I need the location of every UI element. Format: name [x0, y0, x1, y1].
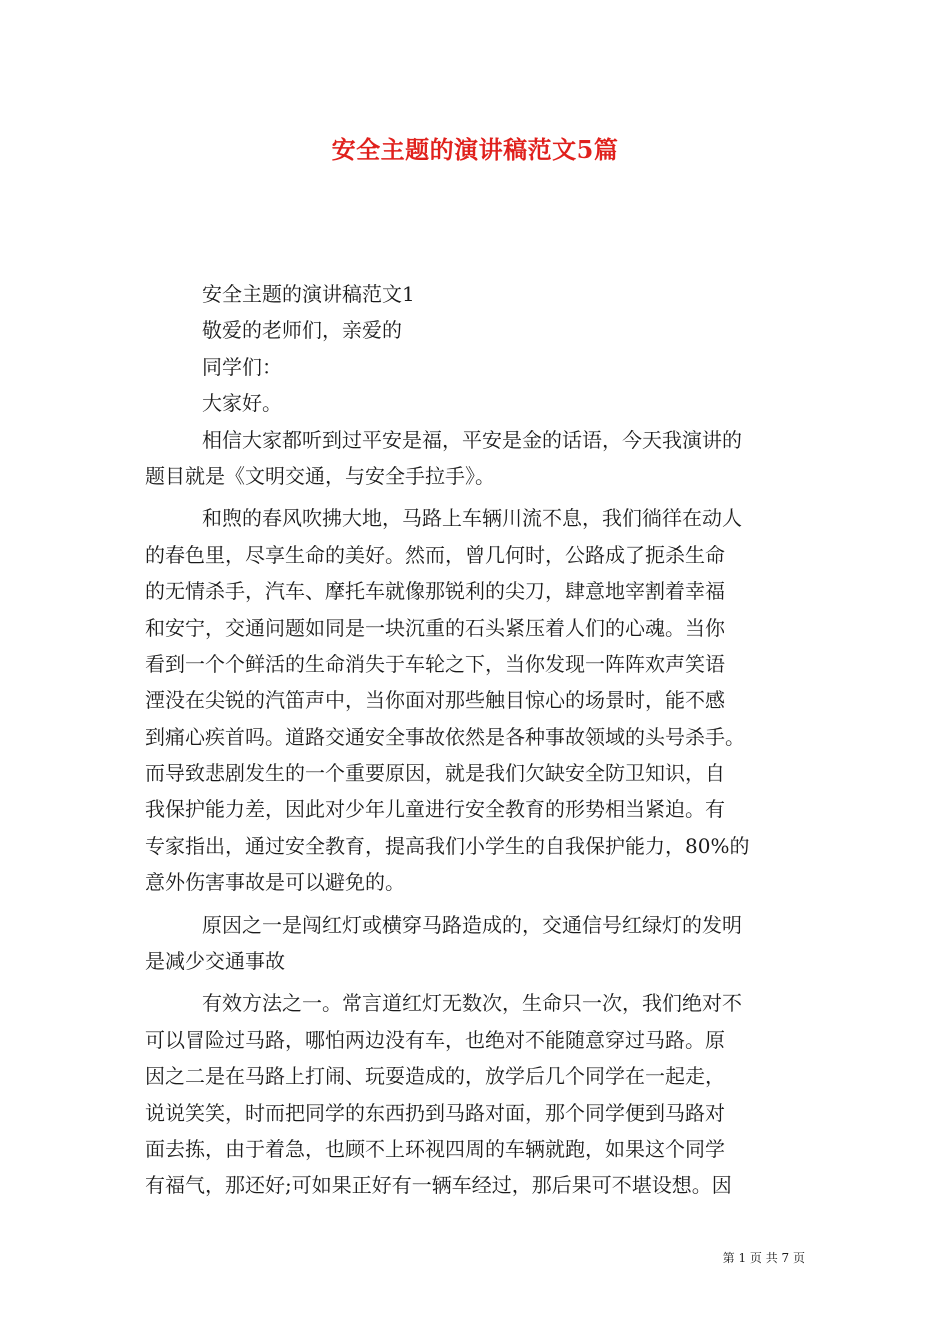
paragraph-line: 是减少交通事故: [145, 949, 285, 974]
paragraph-line: 原因之一是闯红灯或横穿马路造成的，交通信号红绿灯的发明: [202, 912, 742, 937]
document-title: 安全主题的演讲稿范文5篇: [331, 135, 619, 164]
paragraph-line: 我保护能力差，因此对少年儿童进行安全教育的形势相当紧迫。有: [145, 797, 725, 822]
paragraph-line: 题目就是《文明交通，与安全手拉手》。: [145, 463, 495, 488]
paragraph-line: 看到一个个鲜活的生命消失于车轮之下，当你发现一阵阵欢声笑语: [145, 651, 725, 676]
paragraph-line: 有效方法之一。常言道红灯无数次，生命只一次，我们绝对不: [202, 991, 742, 1016]
paragraph-line: 的无情杀手，汽车、摩托车就像那锐利的尖刀，肆意地宰割着幸福: [145, 579, 725, 604]
paragraph-line: 面去拣，由于着急，也顾不上环视四周的车辆就跑，如果这个同学: [145, 1136, 725, 1161]
paragraph-line: 意外伤害事故是可以避免的。: [145, 870, 405, 895]
paragraph-line: 可以冒险过马路，哪怕两边没有车，也绝对不能随意穿过马路。原: [145, 1027, 725, 1052]
paragraph-line: 同学们：: [202, 354, 282, 379]
paragraph-line: 的春色里，尽享生命的美好。然而，曾几何时，公路成了扼杀生命: [145, 542, 725, 567]
paragraph-line: 安全主题的演讲稿范文1: [202, 282, 415, 306]
paragraph-line: 因之二是在马路上打闹、玩耍造成的，放学后几个同学在一起走，: [145, 1064, 725, 1089]
paragraph-line: 和煦的春风吹拂大地，马路上车辆川流不息，我们徜徉在动人: [202, 506, 742, 531]
paragraph-line: 敬爱的老师们，亲爱的: [202, 318, 402, 343]
paragraph-line: 专家指出，通过安全教育，提高我们小学生的自我保护能力，80%的: [145, 833, 750, 858]
paragraph-line: 湮没在尖锐的汽笛声中，当你面对那些触目惊心的场景时，能不感: [145, 688, 725, 713]
paragraph-line: 说说笑笑，时而把同学的东西扔到马路对面，那个同学便到马路对: [145, 1100, 725, 1125]
paragraph-line: 而导致悲剧发生的一个重要原因，就是我们欠缺安全防卫知识，自: [145, 761, 725, 786]
paragraph-line: 大家好。: [202, 391, 282, 416]
paragraph-line: 和安宁，交通问题如同是一块沉重的石头紧压着人们的心魂。当你: [145, 615, 725, 640]
paragraph-line: 到痛心疾首吗。道路交通安全事故依然是各种事故领域的头号杀手。: [145, 724, 745, 749]
paragraph-line: 相信大家都听到过平安是福，平安是金的话语，今天我演讲的: [202, 427, 742, 452]
page-footer: 第 1 页 共 7 页: [722, 1251, 805, 1265]
document-body: [145, 276, 810, 1204]
paragraph-line: 有福气，那还好;可如果正好有一辆车经过，那后果可不堪设想。因: [145, 1173, 732, 1198]
